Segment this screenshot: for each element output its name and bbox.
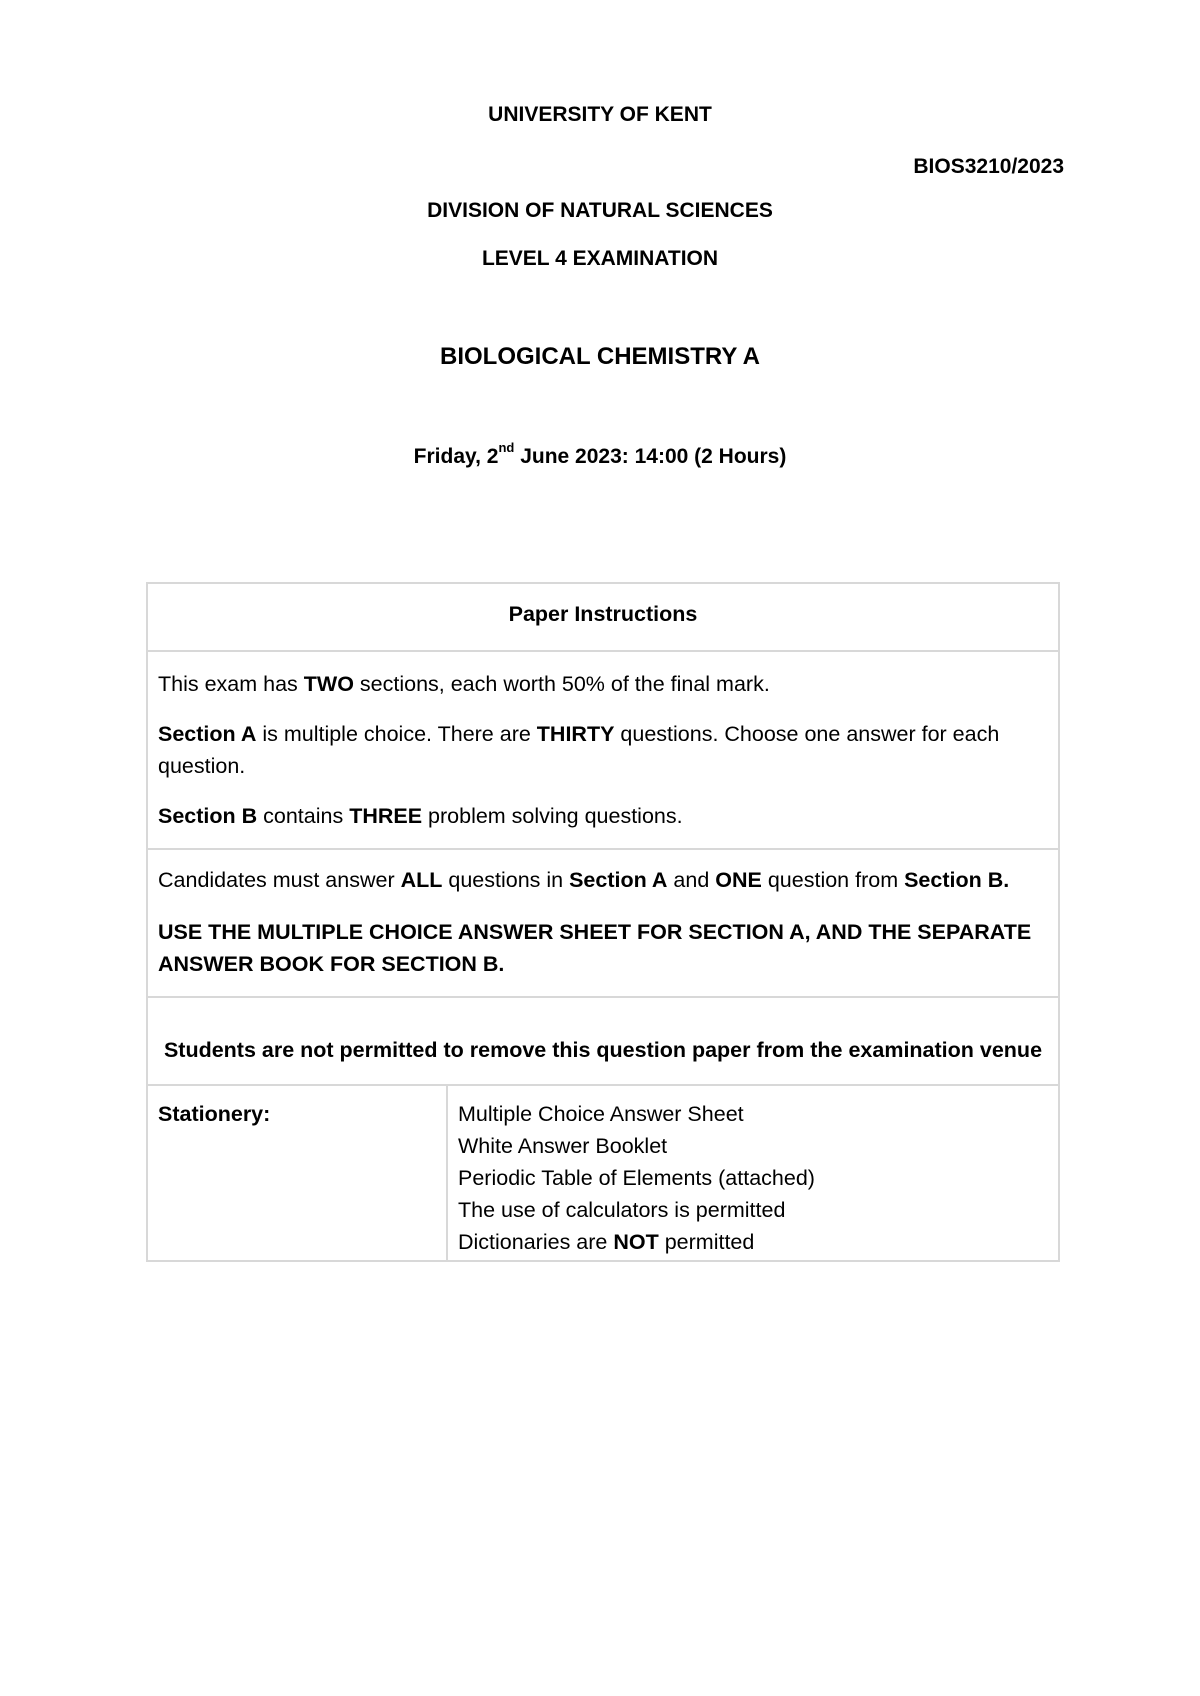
removal-row [147,997,1059,1085]
instructions-table [146,582,1060,1262]
candidates-text-4: question from [761,868,905,892]
exam-date [0,440,1200,471]
candidates-paragraph [158,864,1048,896]
section-b-text-1: contains [257,804,350,828]
section-a-text-2: questions. Choose one answer for each question. [158,722,1000,778]
section-b-bold-2: THREE [349,804,423,828]
stationery-item: White Answer Booklet [458,1134,668,1158]
section-b-paragraph [158,800,1048,832]
instructions-heading: Paper Instructions [147,583,1059,651]
answer-rules-cell [147,849,1059,997]
exam-date-ordinal: nd [498,440,515,455]
exam-date-rest: June 2023: 14:00 (2 Hours) [514,445,787,468]
instructions-heading-row [147,583,1059,651]
division-name: DIVISION OF NATURAL SCIENCES [427,199,773,222]
answer-sheet-note: USE THE MULTIPLE CHOICE ANSWER SHEET FOR SECTION A, AND THE SEPARATE ANSWER BOOK FOR SECTION B. [158,920,1032,976]
stationery-item: The use of calculators is permitted [458,1198,786,1222]
stationery-list [447,1085,1059,1261]
intro-bold-1: TWO [303,672,354,696]
paper-title: BIOLOGICAL CHEMISTRY A [439,343,760,370]
candidates-text-2: questions in [442,868,570,892]
candidates-bold-4: Section B. [904,868,1010,892]
stationery-item: Multiple Choice Answer Sheet [458,1102,744,1126]
stationery-label: Stationery: [147,1085,447,1261]
removal-note: Students are not permitted to remove this question paper from the examination venue [147,997,1059,1085]
candidates-bold-1: ALL [400,868,443,892]
candidates-text-1: Candidates must answer [158,868,401,892]
stationery-row [147,1085,1059,1261]
intro-paragraph [158,668,1048,700]
section-a-bold-1: Section A [158,722,257,746]
candidates-bold-2: Section A [569,868,668,892]
section-a-text-1: is multiple choice. There are [256,722,537,746]
stationery-item5-bold: NOT [613,1230,659,1254]
intro-text-1: This exam has [158,672,304,696]
stationery-item: Periodic Table of Elements (attached) [458,1166,815,1190]
sections-cell [147,651,1059,849]
module-code: BIOS3210/2023 [913,155,1064,178]
stationery-item5-text-2: permitted [658,1230,755,1254]
section-b-text-2: problem solving questions. [422,804,683,828]
sections-row [147,651,1059,849]
exam-level: LEVEL 4 EXAMINATION [481,247,719,270]
candidates-bold-3: ONE [715,868,762,892]
answer-rules-row [147,849,1059,997]
section-b-bold-1: Section B [158,804,258,828]
university-name: UNIVERSITY OF KENT [488,103,712,126]
section-a-paragraph [158,718,1048,782]
stationery-item [458,1226,1048,1258]
exam-date-prefix: Friday, 2 [413,445,499,468]
stationery-item5-text-1: Dictionaries are [458,1230,614,1254]
intro-text-2: sections, each worth 50% of the final mark. [353,672,770,696]
section-a-bold-2: THIRTY [536,722,615,746]
candidates-text-3: and [667,868,716,892]
